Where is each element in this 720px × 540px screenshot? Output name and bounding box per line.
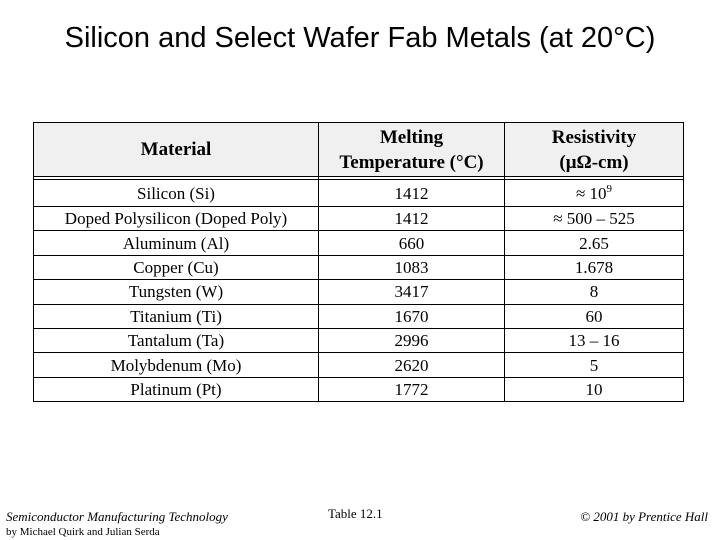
table-row [34, 180, 684, 207]
resistivity-value: 8 [589, 282, 599, 302]
footer-authors: by Michael Quirk and Julian Serda [6, 526, 160, 538]
header-melting-temperature [319, 123, 505, 177]
resistivity-exponent: 9 [606, 182, 613, 195]
resistivity-value: 10 [585, 379, 603, 399]
cell-melting-temperature: 1670 [319, 305, 505, 329]
footer-credits [6, 508, 228, 539]
table-row [34, 256, 684, 280]
cell-resistivity [505, 378, 684, 402]
cell-material: Copper (Cu) [34, 256, 319, 280]
metals-table [33, 122, 684, 402]
cell-resistivity [505, 256, 684, 280]
table-row [34, 378, 684, 402]
cell-resistivity [505, 280, 684, 304]
metals-table-container [33, 122, 684, 402]
cell-melting-temperature: 3417 [319, 280, 505, 304]
cell-resistivity [505, 329, 684, 353]
cell-melting-temperature: 1412 [319, 180, 505, 207]
resistivity-value: 2.65 [579, 233, 609, 253]
table-header [34, 123, 684, 180]
resistivity-value: 13 – 16 [568, 331, 620, 351]
resistivity-value: ≈ 10 [575, 183, 607, 203]
cell-melting-temperature: 1412 [319, 207, 505, 231]
resistivity-value: 5 [589, 355, 599, 375]
cell-material: Molybdenum (Mo) [34, 353, 319, 377]
cell-material: Tungsten (W) [34, 280, 319, 304]
table-row [34, 231, 684, 255]
header-resistivity [505, 123, 684, 177]
footer-copyright: © 2001 by Prentice Hall [580, 509, 708, 524]
header-resistivity-line2: (μΩ-cm) [559, 151, 629, 173]
cell-melting-temperature: 2996 [319, 329, 505, 353]
cell-resistivity [505, 207, 684, 231]
table-row [34, 329, 684, 353]
cell-material: Titanium (Ti) [34, 305, 319, 329]
cell-resistivity [505, 180, 684, 207]
cell-material: Doped Polysilicon (Doped Poly) [34, 207, 319, 231]
table-body [34, 180, 684, 402]
cell-material: Platinum (Pt) [34, 378, 319, 402]
cell-melting-temperature: 1772 [319, 378, 505, 402]
table-row [34, 353, 684, 377]
header-material: Material [34, 123, 319, 177]
cell-material: Aluminum (Al) [34, 231, 319, 255]
header-melting-line1: Melting [379, 126, 444, 148]
resistivity-value: ≈ 500 – 525 [553, 209, 635, 229]
cell-resistivity [505, 231, 684, 255]
resistivity-value: 60 [585, 306, 603, 326]
slide-title: Silicon and Select Wafer Fab Metals (at 20°C) [64, 22, 656, 54]
cell-melting-temperature: 1083 [319, 256, 505, 280]
cell-melting-temperature: 2620 [319, 353, 505, 377]
footer-book-title: Semiconductor Manufacturing Technology [6, 509, 228, 524]
header-melting-line2: Temperature (°C) [339, 151, 484, 173]
cell-material: Silicon (Si) [34, 180, 319, 207]
footer-table-ref: Table 12.1 [328, 506, 383, 521]
resistivity-value: 1.678 [574, 257, 614, 277]
table-row [34, 280, 684, 304]
header-resistivity-line1: Resistivity [551, 126, 637, 148]
table-row [34, 305, 684, 329]
cell-material: Tantalum (Ta) [34, 329, 319, 353]
table-row [34, 207, 684, 231]
cell-melting-temperature: 660 [319, 231, 505, 255]
cell-resistivity [505, 305, 684, 329]
cell-resistivity [505, 353, 684, 377]
